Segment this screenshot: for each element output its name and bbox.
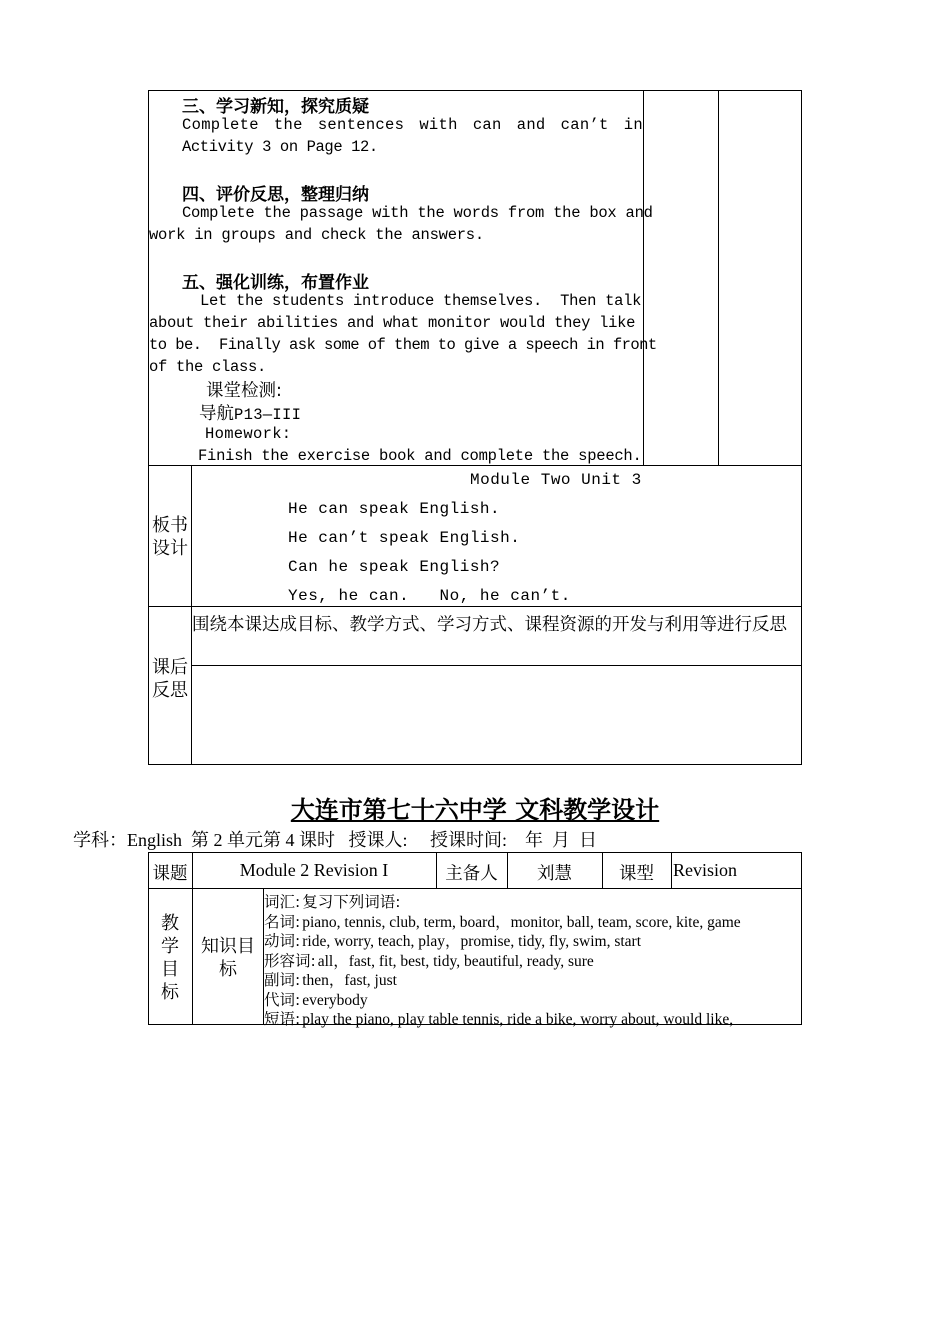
vocab-line: 词汇: 复习下列词语: (264, 893, 401, 911)
section-4-line-2: work in groups and check the answers. (149, 226, 484, 244)
preparer-value: 刘慧 (537, 864, 572, 884)
class-check-ref: 导航P13—III (199, 404, 302, 424)
homework-text: Finish the exercise book and complete the speech. (198, 447, 642, 465)
preparer-label: 主备人 (445, 864, 498, 884)
vocab-line: 名词: piano, tennis, club, term, board，monitor, ball, team, score, kite, game (264, 912, 741, 931)
reflection-label: 课后反思 (152, 657, 188, 701)
section-5-line-2: about their abilities and what monitor would they like (149, 314, 636, 332)
section-3-line-1: Complete the sentences with can and can’t in (182, 116, 643, 134)
section-5-line-1: Let the students introduce themselves. Then talk (182, 292, 642, 310)
section-5-line-4: of the class. (149, 358, 267, 376)
section-5-line-3: to be. Finally ask some of them to give a speech in front (149, 336, 657, 354)
board-line-3: Can he speak English? (288, 558, 501, 576)
vocab-line: 短语: play the piano, play table tennis, ride a bike, worry about, would like, (264, 1010, 734, 1028)
section-3-line-2: Activity 3 on Page 12. (182, 138, 378, 156)
board-line-4: Yes, he can. No, he can’t. (288, 587, 571, 605)
vocab-line: 形容词: all，fast, fit, best, tidy, beautiful, ready, sure (264, 951, 594, 970)
section-5-heading: 五、强化训练，布置作业 (182, 273, 369, 293)
doc-title: 大连市第七十六中学 文科教学设计 (290, 796, 660, 824)
homework-label: Homework: (205, 425, 292, 443)
vocab-line: 动词: ride, worry, teach, play，promise, tidy, fly, swim, start (264, 932, 642, 950)
type-value: Revision (673, 860, 738, 880)
type-label: 课型 (619, 864, 654, 884)
class-check-label: 课堂检测: (206, 381, 282, 401)
section-4-heading: 四、评价反思，整理归纳 (182, 185, 369, 205)
topic-label: 课题 (152, 864, 188, 884)
section-3-heading: 三、学习新知，探究质疑 (182, 97, 369, 117)
reflection-prompt: 围绕本课达成目标、教学方式、学习方式、课程资源的开发与利用等进行反思 (192, 615, 787, 635)
topic-value: Module 2 Revision I (239, 860, 389, 880)
board-title: Module Two Unit 3 (470, 471, 642, 489)
knowledge-label: 知识目标 (201, 936, 255, 980)
vocab-line: 副词: then，fast, just (264, 971, 397, 989)
board-line-2: He can’t speak English. (288, 529, 521, 547)
board-line-1: He can speak English. (288, 500, 501, 518)
board-label: 板书设计 (152, 515, 188, 559)
goal-label: 教学目标 (161, 913, 179, 1003)
doc-meta: 学科：English 第 2 单元第 4 课时 授课人: 授课时间: 年 月 日 (73, 830, 598, 850)
vocab-line: 代词: everybody (264, 990, 368, 1009)
vocab-list (264, 890, 801, 1027)
section-4-line-1: Complete the passage with the words from the box and (182, 204, 653, 222)
